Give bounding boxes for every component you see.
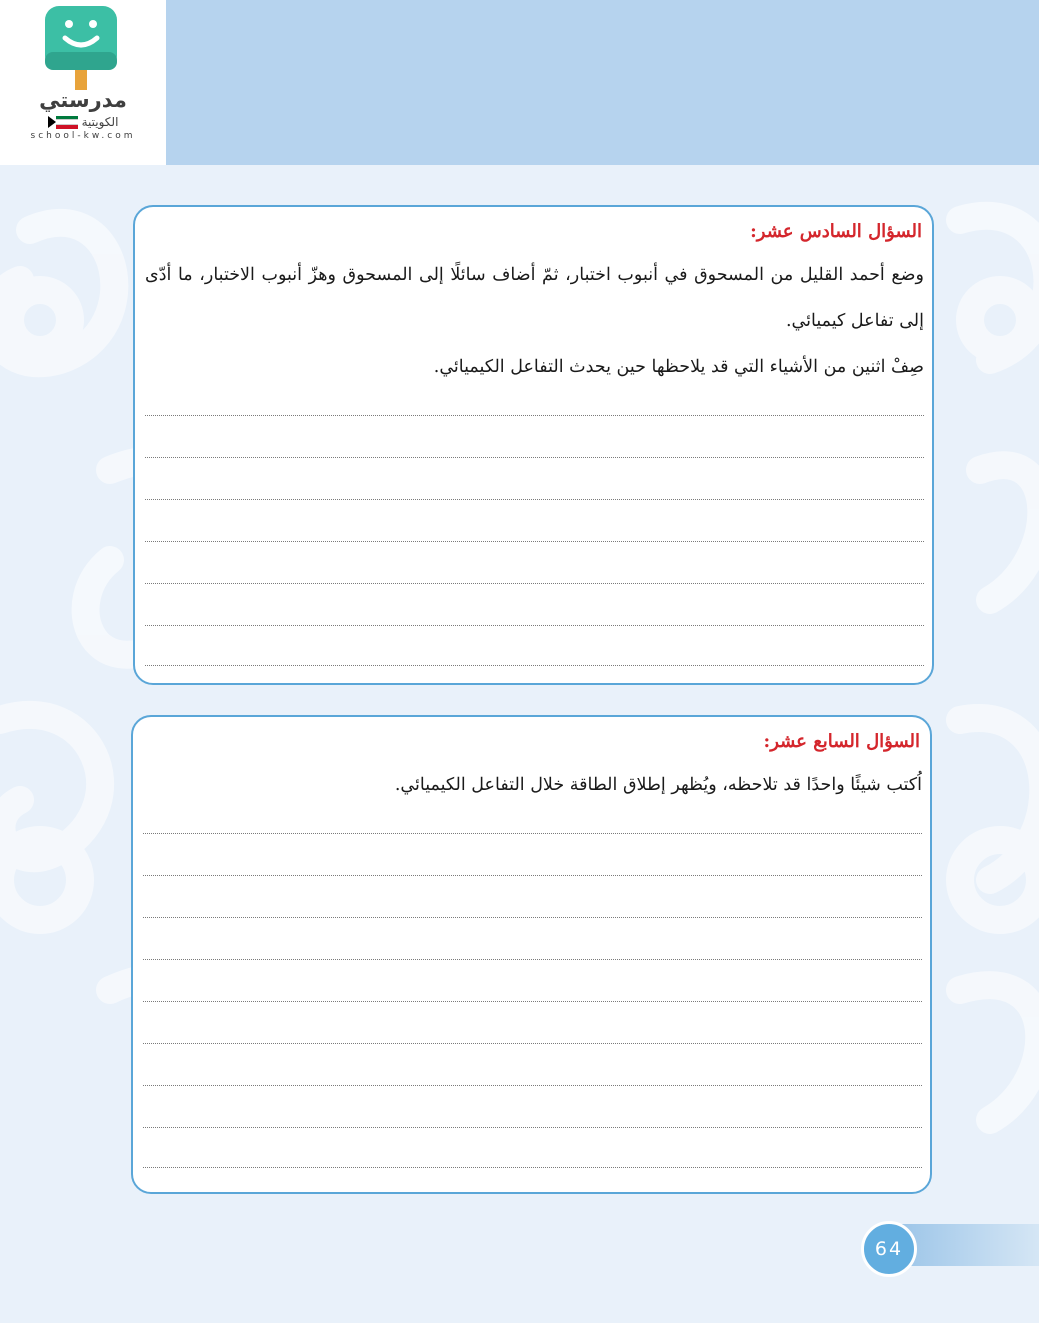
answer-line[interactable]	[143, 1001, 922, 1002]
answer-line[interactable]	[145, 457, 924, 458]
school-logo	[0, 0, 166, 165]
question-16-paragraph: وضع أحمد القليل من المسحوق في أنبوب اختبار، ثمّ أضاف سائلًا إلى المسحوق وهزّ أنبوب الاختبار، ما أدّى إلى تفاعل كيميائي.	[145, 265, 924, 331]
question-16-prompt: صِفْ اثنين من الأشياء التي قد يلاحظها حين يحدث التفاعل الكيميائي.	[433, 357, 924, 377]
answer-line[interactable]	[145, 415, 924, 416]
logo-subtitle-row	[40, 114, 126, 130]
answer-line[interactable]	[143, 1167, 922, 1168]
answer-line[interactable]	[143, 875, 922, 876]
logo-name: مدرستي	[39, 88, 127, 112]
question-17-box	[131, 715, 932, 1194]
header-band	[166, 0, 1039, 165]
answer-line[interactable]	[145, 665, 924, 666]
answer-line[interactable]	[143, 1043, 922, 1044]
answer-line[interactable]	[145, 541, 924, 542]
answer-line[interactable]	[143, 1127, 922, 1128]
logo-url: school-kw.com	[30, 131, 136, 141]
question-17-text	[143, 762, 922, 808]
answer-line[interactable]	[145, 583, 924, 584]
answer-line[interactable]	[143, 833, 922, 834]
footer-band	[897, 1224, 1039, 1266]
question-17-prompt: اُكتب شيئًا واحدًا قد تلاحظه، ويُظهر إطلاق الطاقة خلال التفاعل الكيميائي.	[394, 775, 922, 795]
answer-line[interactable]	[143, 1085, 922, 1086]
question-16-box	[133, 205, 934, 685]
question-16-title: السؤال السادس عشر:	[750, 221, 922, 242]
logo-subtitle: الكويتية	[81, 115, 119, 129]
kuwait-flag-icon	[48, 116, 78, 129]
answer-line[interactable]	[143, 917, 922, 918]
answer-line[interactable]	[145, 625, 924, 626]
page-number-badge: 64	[861, 1221, 917, 1277]
smiley-book-icon	[45, 6, 117, 92]
question-16-text	[145, 252, 924, 390]
question-17-title: السؤال السابع عشر:	[763, 731, 920, 752]
answer-line[interactable]	[143, 959, 922, 960]
answer-line[interactable]	[145, 499, 924, 500]
